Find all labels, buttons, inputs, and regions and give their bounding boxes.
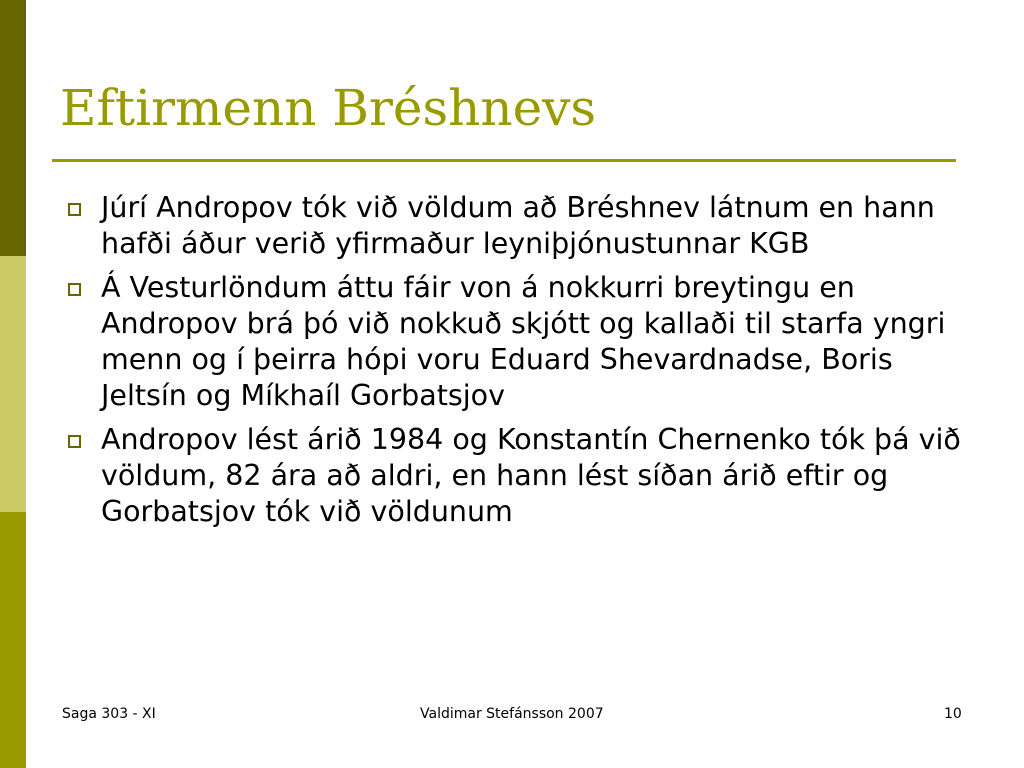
title-divider [52,159,956,162]
bullet-item [64,270,964,414]
bullet-text: Á Vesturlöndum áttu fáir von á nokkurri breytingu en Andropov brá þó við nokkuð skjótt og kallaði til starfa yngri menn og í þeirra hópi voru Eduard Shevardnadse, Boris Jeltsín og Míkhaíl Gorbatsjov [101,271,946,412]
hollow-square-bullet-icon [68,435,81,448]
hollow-square-bullet-icon [68,203,81,216]
slide-title: Eftirmenn Bréshnevs [60,79,597,137]
side-band-light [0,256,26,512]
bullet-item [64,422,964,530]
bullet-text: Andropov lést árið 1984 og Konstantín Chernenko tók þá við völdum, 82 ára að aldri, en hann lést síðan árið eftir og Gorbatsjov tók við völdunum [101,423,961,528]
bullet-list [64,190,964,538]
footer-author: Valdimar Stefánsson 2007 [420,706,604,722]
side-band-dark [0,0,26,256]
footer-course: Saga 303 - XI [62,706,156,722]
side-band-olive [0,512,26,768]
page-number: 10 [944,706,962,722]
bullet-item [64,190,964,262]
hollow-square-bullet-icon [68,283,81,296]
bullet-text: Júrí Andropov tók við völdum að Bréshnev látnum en hann hafði áður verið yfirmaður leyniþjónustunnar KGB [101,191,935,260]
